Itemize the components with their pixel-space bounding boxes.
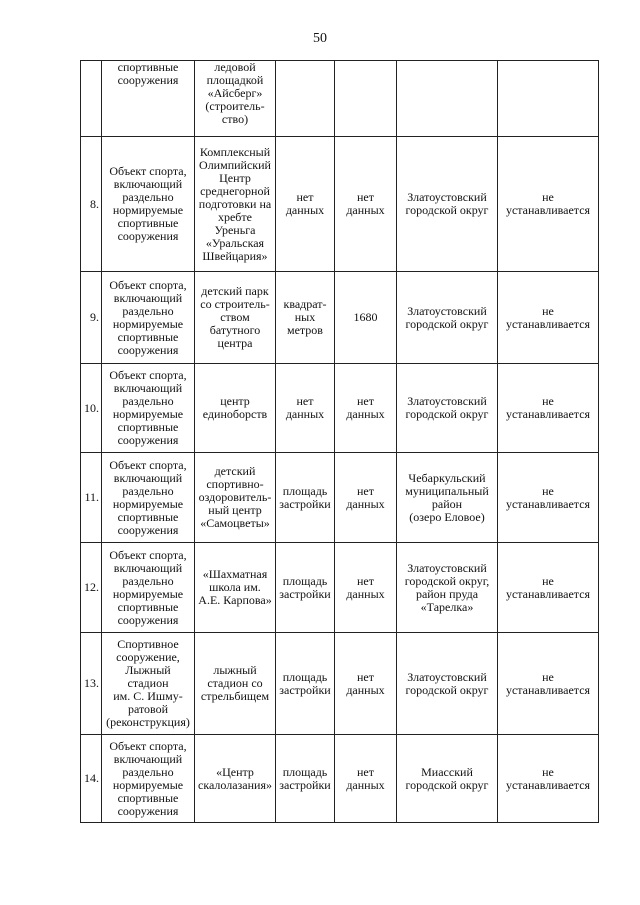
- note: не устанавливается: [498, 633, 599, 735]
- object-name: «Центр скалолазания»: [195, 735, 276, 823]
- object-type: Объект спорта, включающий раздельно нормируемые спортивные сооружения: [102, 364, 195, 453]
- measure-unit: площадь застройки: [276, 453, 335, 543]
- object-name: лыжный стадион со стрельбищем: [195, 633, 276, 735]
- measure-unit: нет данных: [276, 137, 335, 272]
- measure-unit: площадь застройки: [276, 543, 335, 633]
- object-name: «Шахматная школа им. А.Е. Карпова»: [195, 543, 276, 633]
- note: не устанавливается: [498, 272, 599, 364]
- measure-unit: нет данных: [276, 364, 335, 453]
- location: Златоустовский городской округ: [397, 364, 498, 453]
- table-row: [81, 272, 599, 364]
- note: не устанавливается: [498, 364, 599, 453]
- row-number: 10.: [81, 364, 102, 453]
- row-number: 11.: [81, 453, 102, 543]
- location: [397, 61, 498, 137]
- measure-value: нет данных: [335, 633, 397, 735]
- measure-unit: площадь застройки: [276, 735, 335, 823]
- measure-unit: [276, 61, 335, 137]
- row-number: 12.: [81, 543, 102, 633]
- table-row: [81, 453, 599, 543]
- measure-value: нет данных: [335, 137, 397, 272]
- object-name: детский парк со строитель- ством батутного центра: [195, 272, 276, 364]
- note: не устанавливается: [498, 137, 599, 272]
- table-row: [81, 735, 599, 823]
- table-row: [81, 137, 599, 272]
- note: не устанавливается: [498, 453, 599, 543]
- location: Златоустовский городской округ, район пруда «Тарелка»: [397, 543, 498, 633]
- table-row: [81, 633, 599, 735]
- object-type: Объект спорта, включающий раздельно нормируемые спортивные сооружения: [102, 543, 195, 633]
- measure-value: нет данных: [335, 735, 397, 823]
- note: не устанавливается: [498, 543, 599, 633]
- measure-unit: площадь застройки: [276, 633, 335, 735]
- object-type: Объект спорта, включающий раздельно нормируемые спортивные сооружения: [102, 272, 195, 364]
- table-row: [81, 61, 599, 137]
- location: Миасский городской округ: [397, 735, 498, 823]
- measure-unit: квадрат- ных метров: [276, 272, 335, 364]
- object-name: Комплексный Олимпийский Центр среднегорной подготовки на хребте Уреньга «Уральская Швейцария»: [195, 137, 276, 272]
- location: Златоустовский городской округ: [397, 272, 498, 364]
- page-number: 50: [313, 31, 327, 46]
- measure-value: нет данных: [335, 543, 397, 633]
- location: Чебаркульский муниципальный район (озеро Еловое): [397, 453, 498, 543]
- objects-table: [80, 60, 599, 823]
- location: Златоустовский городской округ: [397, 633, 498, 735]
- object-name: центр единоборств: [195, 364, 276, 453]
- object-type: Объект спорта, включающий раздельно нормируемые спортивные сооружения: [102, 453, 195, 543]
- object-type: спортивные сооружения: [102, 61, 195, 137]
- row-number: 14.: [81, 735, 102, 823]
- row-number: 8.: [81, 137, 102, 272]
- object-type: Спортивное сооружение, Лыжный стадион им. С. Ишму- ратовой (реконструкция): [102, 633, 195, 735]
- measure-value: нет данных: [335, 453, 397, 543]
- table-row: [81, 364, 599, 453]
- row-number: [81, 61, 102, 137]
- object-type: Объект спорта, включающий раздельно нормируемые спортивные сооружения: [102, 137, 195, 272]
- row-number: 9.: [81, 272, 102, 364]
- object-type: Объект спорта, включающий раздельно нормируемые спортивные сооружения: [102, 735, 195, 823]
- note: [498, 61, 599, 137]
- location: Златоустовский городской округ: [397, 137, 498, 272]
- table-row: [81, 543, 599, 633]
- measure-value: нет данных: [335, 364, 397, 453]
- object-name: ледовой площадкой «Айсберг» (строитель- ство): [195, 61, 276, 137]
- row-number: 13.: [81, 633, 102, 735]
- measure-value: 1680: [335, 272, 397, 364]
- measure-value: [335, 61, 397, 137]
- note: не устанавливается: [498, 735, 599, 823]
- object-name: детский спортивно- оздоровитель- ный центр «Самоцветы»: [195, 453, 276, 543]
